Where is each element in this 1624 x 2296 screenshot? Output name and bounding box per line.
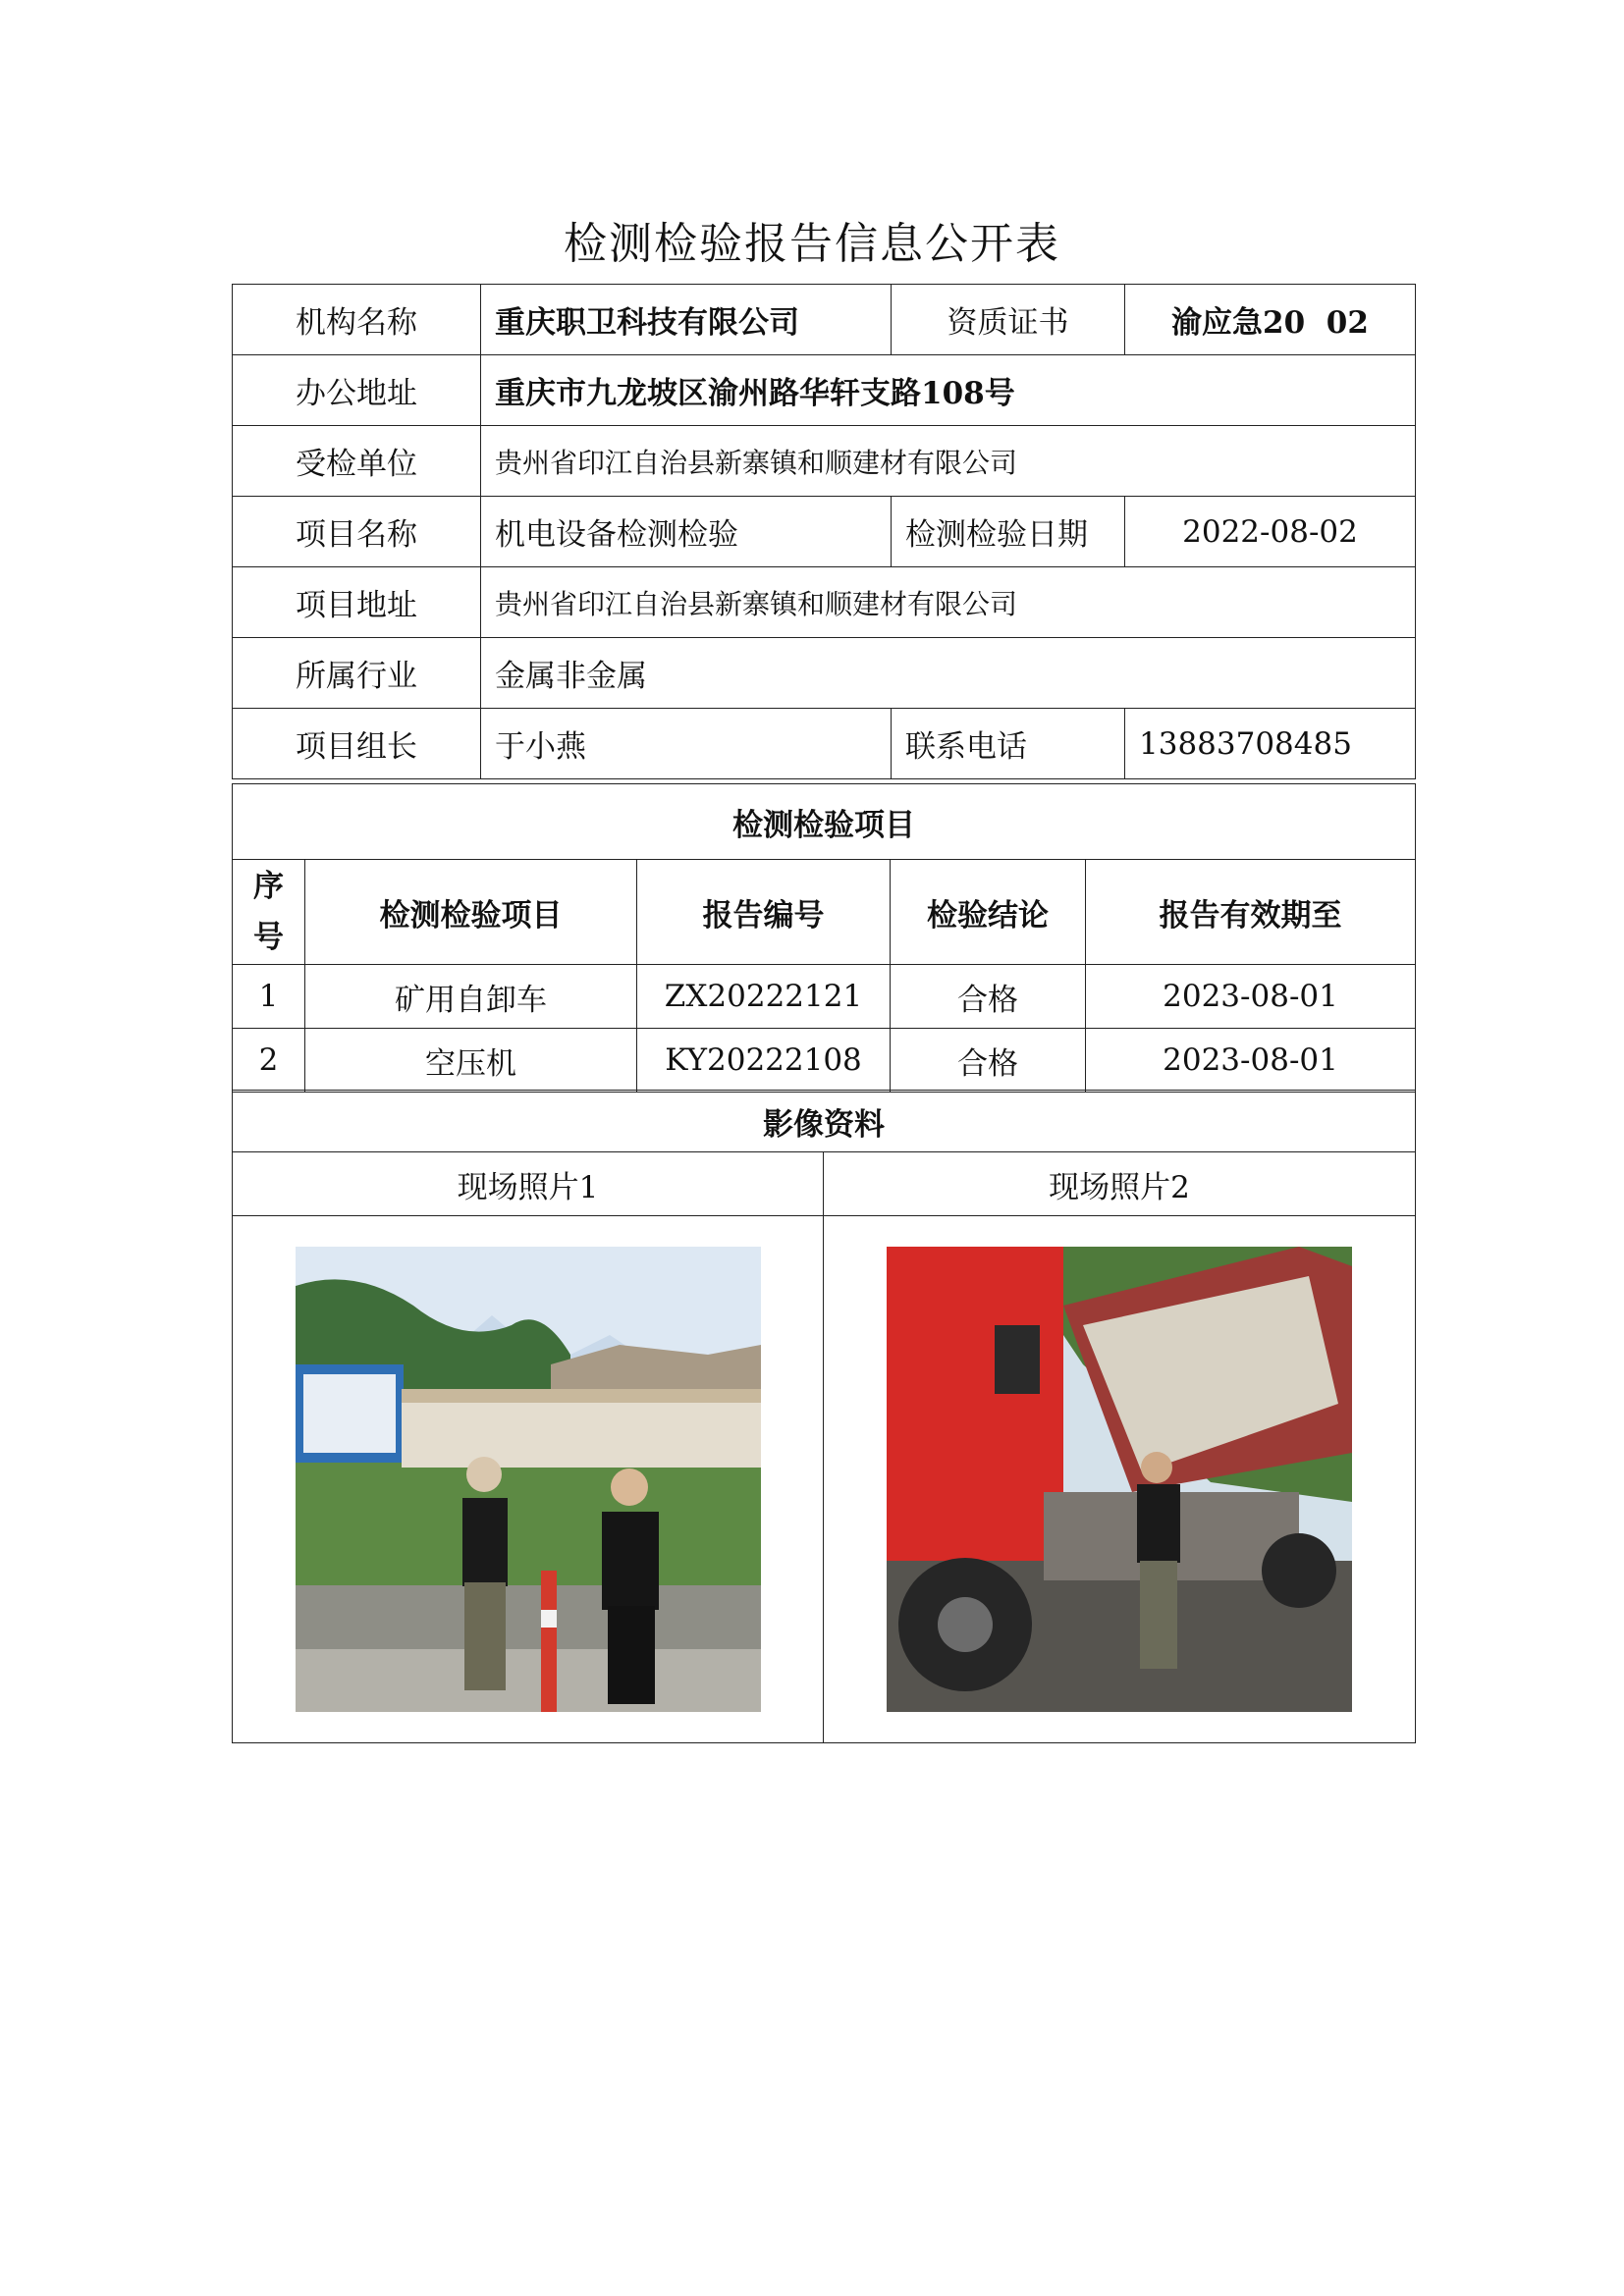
site-photo-1-image bbox=[296, 1247, 761, 1712]
leader-label: 项目组长 bbox=[233, 709, 481, 779]
addr-label: 办公地址 bbox=[233, 355, 481, 426]
row-report: ZX20222121 bbox=[637, 965, 891, 1029]
media-table bbox=[232, 1090, 1416, 1743]
proj-addr-label: 项目地址 bbox=[233, 567, 481, 638]
industry-label: 所属行业 bbox=[233, 638, 481, 709]
table-row bbox=[233, 1029, 1416, 1093]
page-title: 检测检验报告信息公开表 bbox=[564, 219, 1060, 269]
proj-addr-value: 贵州省印江自治县新寨镇和顺建材有限公司 bbox=[481, 567, 1416, 638]
photo1-cell bbox=[233, 1216, 824, 1743]
proj-addr-row bbox=[233, 567, 1416, 638]
row-report: KY20222108 bbox=[637, 1029, 891, 1093]
project-row bbox=[233, 497, 1416, 567]
site-photo-1 bbox=[296, 1247, 761, 1712]
row-result: 合格 bbox=[891, 965, 1086, 1029]
media-section-row bbox=[233, 1091, 1416, 1152]
photo2-cell bbox=[824, 1216, 1416, 1743]
header-valid: 报告有效期至 bbox=[1086, 860, 1416, 965]
items-section-title: 检测检验项目 bbox=[233, 784, 1416, 860]
leader-value: 于小燕 bbox=[481, 709, 892, 779]
industry-value: 金属非金属 bbox=[481, 638, 1416, 709]
header-item: 检测检验项目 bbox=[305, 860, 637, 965]
row-valid: 2023-08-01 bbox=[1086, 1029, 1416, 1093]
row-item: 矿用自卸车 bbox=[305, 965, 637, 1029]
org-row bbox=[233, 285, 1416, 355]
leader-row bbox=[233, 709, 1416, 779]
table-row bbox=[233, 965, 1416, 1029]
media-caption-row bbox=[233, 1152, 1416, 1216]
inspected-row bbox=[233, 426, 1416, 497]
inspected-value: 贵州省印江自治县新寨镇和顺建材有限公司 bbox=[481, 426, 1416, 497]
header-no: 序号 bbox=[233, 860, 305, 965]
items-section-row bbox=[233, 784, 1416, 860]
photo2-caption: 现场照片2 bbox=[824, 1152, 1416, 1216]
inspected-label: 受检单位 bbox=[233, 426, 481, 497]
org-label: 机构名称 bbox=[233, 285, 481, 355]
phone-label: 联系电话 bbox=[892, 709, 1125, 779]
row-item: 空压机 bbox=[305, 1029, 637, 1093]
project-value: 机电设备检测检验 bbox=[481, 497, 892, 567]
site-photo-2-image bbox=[887, 1247, 1352, 1712]
media-photo-row bbox=[233, 1216, 1416, 1743]
row-result: 合格 bbox=[891, 1029, 1086, 1093]
header-report: 报告编号 bbox=[637, 860, 891, 965]
addr-row bbox=[233, 355, 1416, 426]
project-label: 项目名称 bbox=[233, 497, 481, 567]
date-label: 检测检验日期 bbox=[892, 497, 1125, 567]
info-table bbox=[232, 284, 1416, 779]
cert-value: 渝应急20 02 bbox=[1125, 285, 1416, 355]
addr-value: 重庆市九龙坡区渝州路华轩支路108号 bbox=[481, 355, 1416, 426]
row-no: 1 bbox=[233, 965, 305, 1029]
photo1-caption: 现场照片1 bbox=[233, 1152, 824, 1216]
org-value: 重庆职卫科技有限公司 bbox=[481, 285, 892, 355]
media-section-title: 影像资料 bbox=[233, 1091, 1416, 1152]
row-no: 2 bbox=[233, 1029, 305, 1093]
items-header-row bbox=[233, 860, 1416, 965]
cert-label: 资质证书 bbox=[892, 285, 1125, 355]
items-table bbox=[232, 783, 1416, 1093]
site-photo-2 bbox=[887, 1247, 1352, 1712]
phone-value: 13883708485 bbox=[1125, 709, 1416, 779]
industry-row bbox=[233, 638, 1416, 709]
date-value: 2022-08-02 bbox=[1125, 497, 1416, 567]
row-valid: 2023-08-01 bbox=[1086, 965, 1416, 1029]
header-result: 检验结论 bbox=[891, 860, 1086, 965]
